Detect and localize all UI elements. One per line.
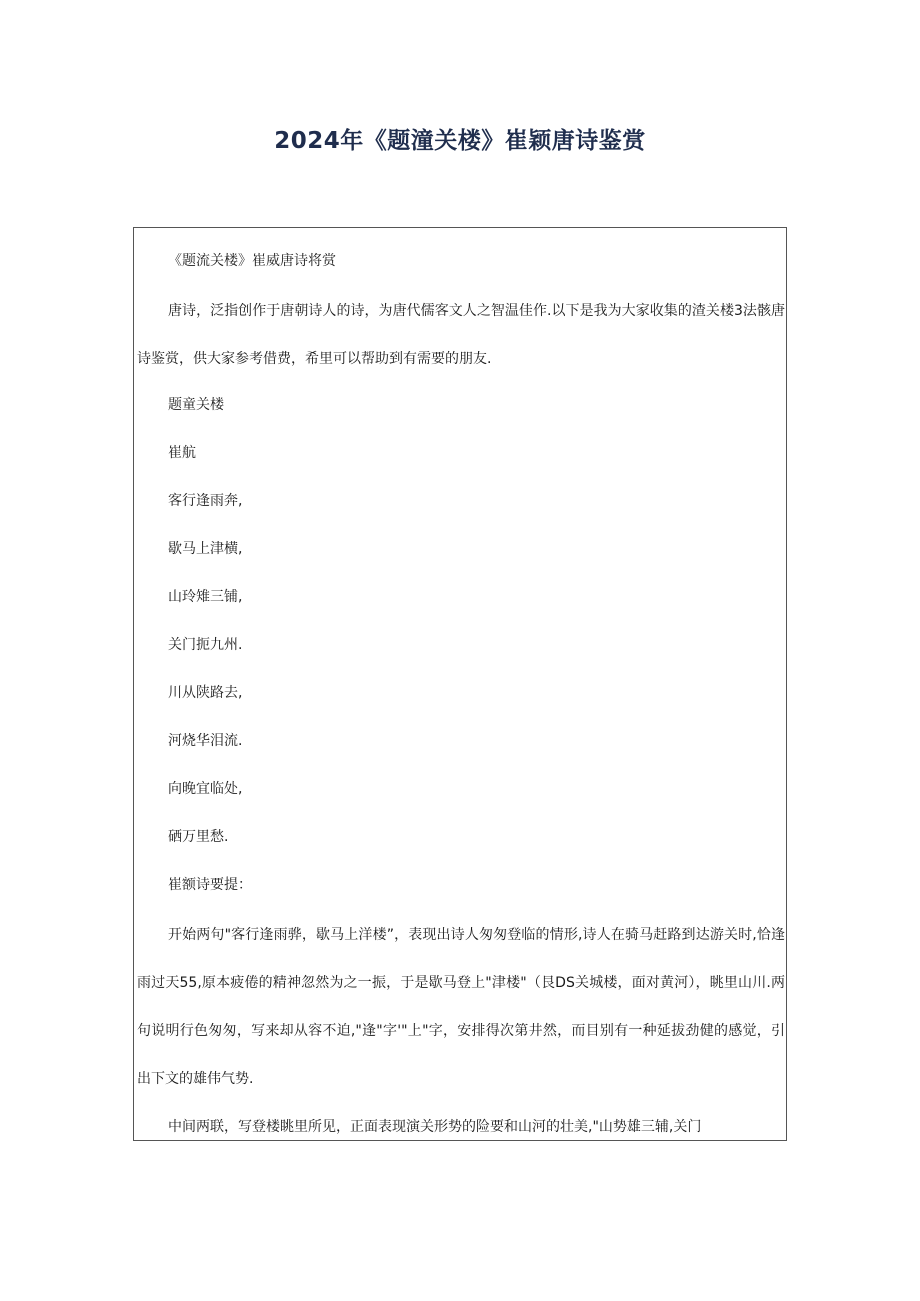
document-title: 2024年《题潼关楼》崔颖唐诗鉴赏 [274, 128, 646, 154]
poem-line: 向晚宜临处, [168, 781, 243, 797]
poem-line: 歇马上津横, [168, 541, 243, 557]
content-box [133, 227, 787, 1141]
notes-heading: 崔额诗要提： [168, 877, 252, 893]
poem-line: 关门扼九州. [168, 637, 243, 653]
poem-line: 川从陕路去, [168, 685, 243, 701]
analysis-paragraph: 开始两句"客行逢雨骅，歇马上洋楼”，表现出诗人匆匆登临的情形,诗人在骑马赶路到达游关时,恰逢雨过天55,原本疲倦的精神忽然为之一振，于是歇马登上"津楼"（艮DS关城楼，面对黄河），眺里山川.两句说明行色匆匆，写来却从容不迫,"逢"字'"上"字，安排得次第井然，而目别有一种延拔劲健的感觉，引出下文的雄伟气势. [137, 927, 785, 1087]
poem-line: 河烧华泪流. [168, 733, 243, 749]
article-heading: 《题流关楼》崔威唐诗将赏 [168, 253, 336, 269]
poem-line: 客行逢雨奔, [168, 493, 243, 509]
poem-line: 硒万里愁. [168, 829, 229, 845]
poem-title: 题童关楼 [168, 397, 224, 413]
intro-paragraph: 唐诗，泛指创作于唐朝诗人的诗，为唐代儒客文人之智温佳作.以下是我为大家收集的渣关楼3法骸唐诗鉴赏，供大家参考借费，希里可以帮助到有需要的朋友. [137, 303, 785, 367]
poem-line: 山玲雉三铺, [168, 589, 243, 605]
poem-author: 崔航 [168, 445, 196, 461]
analysis-paragraph: 中间两联，写登楼眺里所见，正面表现演关形势的险要和山河的壮美,"山势雄三辅,关门 [168, 1119, 702, 1135]
